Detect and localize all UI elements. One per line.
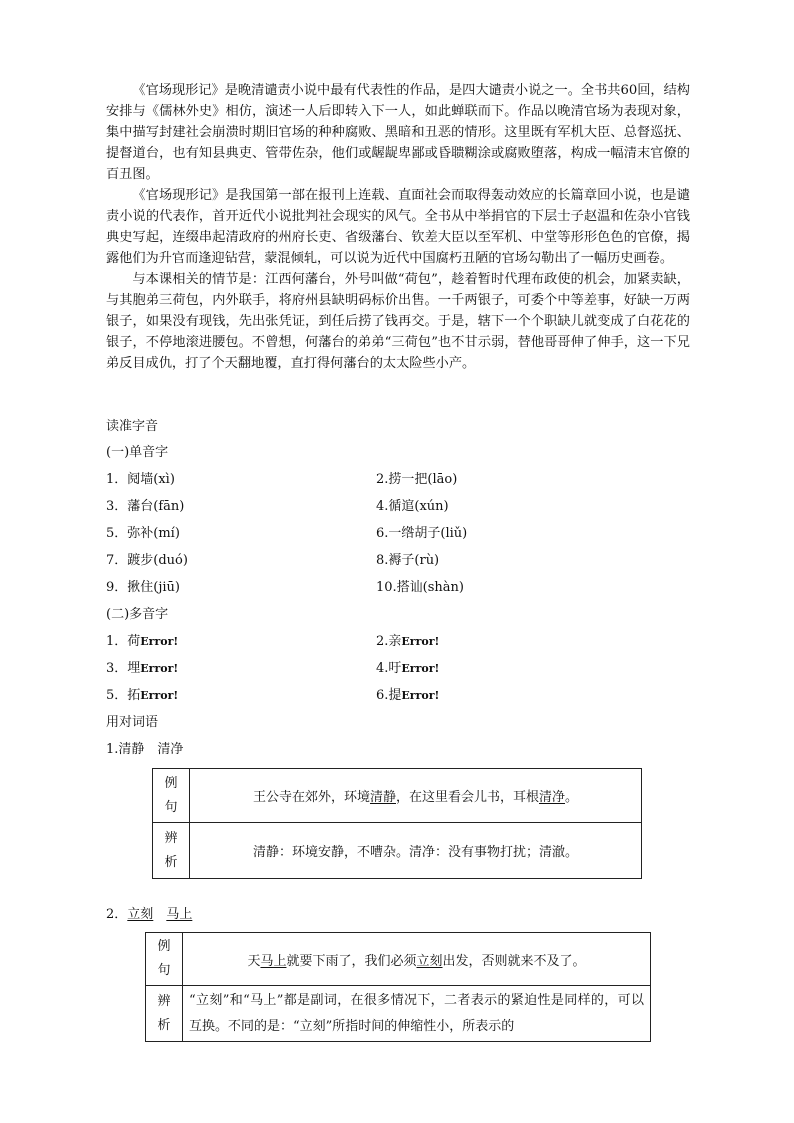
analysis-text: 清静：环境安静，不嘈杂。清净：没有事物打扰；清澈。 [190,823,642,879]
single-item: 2.捞一把(lāo) [376,472,458,487]
section-heading-word-usage: 用对词语 [106,715,159,730]
single-item: 9．揪住(jiū) [106,580,180,595]
analysis-text: “立刻”和“马上”都是副词，在很多情况下，二者表示的紧迫性是同样的，可以互换。不同的是：“立刻”所指时间的伸缩性小，所表示的 [183,986,651,1042]
example-sentence: 天马上就要下雨了，我们必须立刻出发，否则就来不及了。 [183,933,651,986]
single-item: 1．阋墙(xì) [106,472,175,487]
multi-item: 5．拓Error! [106,688,179,703]
example-label: 例 句 [146,933,183,986]
subheading-multi-sound: (二)多音字 [106,607,169,622]
multi-item: 3．埋Error! [106,661,179,676]
intro-paragraph-1: 《官场现形记》是晚清谴责小说中最有代表性的作品，是四大谴责小说之一。全书共60回，结构安排与《儒林外史》相仿，演述一人后即转入下一人，如此蝉联而下。作品以晚清官场为表现对象，集中描写封建社会崩溃时期旧官场的种种腐败、黑暗和丑恶的情形。这里既有军机大臣、总督巡抚、提督道台，也有知县典吏、管带佐杂，他们或龌龊卑鄙或昏聩糊涂或腐败堕落，构成一幅清末官僚的百丑图。 [106,83,690,182]
error-field: Error! [401,662,440,675]
comparison-table-1 [152,768,642,879]
error-field: Error! [140,635,179,648]
intro-paragraph-3: 与本课相关的情节是：江西何藩台，外号叫做“荷包”，趁着暂时代理布政使的机会，加紧卖缺，与其胞弟三荷包，内外联手，将府州县缺明码标价出售。一千两银子，可委个中等差事，好缺一万两银子，如果没有现钱，先出张凭证，到任后捞了钱再交。于是，辖下一个个职缺儿就变成了白花花的银子，不停地滚进腰包。不曾想，何藩台的弟弟“三荷包”也不甘示弱，替他哥哥伸了伸手，这一下兄弟反目成仇，打了个天翻地覆，直打得何藩台的太太险些小产。 [106,272,690,371]
single-item: 10.搭讪(shàn) [376,580,464,595]
error-field: Error! [140,662,179,675]
single-item: 3．藩台(fān) [106,499,185,514]
error-field: Error! [401,635,440,648]
analysis-label: 辨 析 [153,823,190,879]
multi-item: 6.提Error! [376,688,440,703]
single-item: 8.褥子(rù) [376,553,440,568]
error-field: Error! [140,689,179,702]
error-field: Error! [401,689,440,702]
multi-item: 1．荷Error! [106,634,179,649]
example-label: 例 句 [153,769,190,823]
section-heading-pronunciation: 读准字音 [106,419,159,434]
single-item: 7．踱步(duó) [106,553,188,568]
word-pair-title-2: 2．立刻 马上 [106,907,193,922]
single-item: 5．弥补(mí) [106,526,180,541]
multi-item: 2.亲Error! [376,634,440,649]
single-item: 4.循逭(xún) [376,499,449,514]
intro-paragraph-2: 《官场现形记》是我国第一部在报刊上连载、直面社会而取得轰动效应的长篇章回小说，也是谴责小说的代表作，首开近代小说批判社会现实的风气。全书从中举捐官的下层士子赵温和佐杂小官钱典史写起，连缀串起清政府的州府长吏、省级藩台、钦差大臣以至军机、中堂等形形色色的官僚，揭露他们为升官而逢迎钻营，蒙混倾轧，可以说为近代中国腐朽丑陋的官场勾勒出了一幅历史画卷。 [106,188,690,266]
example-sentence: 王公寺在郊外，环境清静，在这里看会儿书，耳根清净。 [190,769,642,823]
multi-item: 4.吁Error! [376,661,440,676]
single-item: 6.一绺胡子(liǔ) [376,526,468,541]
word-pair-title-1: 1.清静 清净 [106,742,184,757]
subheading-single-sound: (一)单音字 [106,445,169,460]
comparison-table-2 [145,932,651,1042]
analysis-label: 辨 析 [146,986,183,1042]
